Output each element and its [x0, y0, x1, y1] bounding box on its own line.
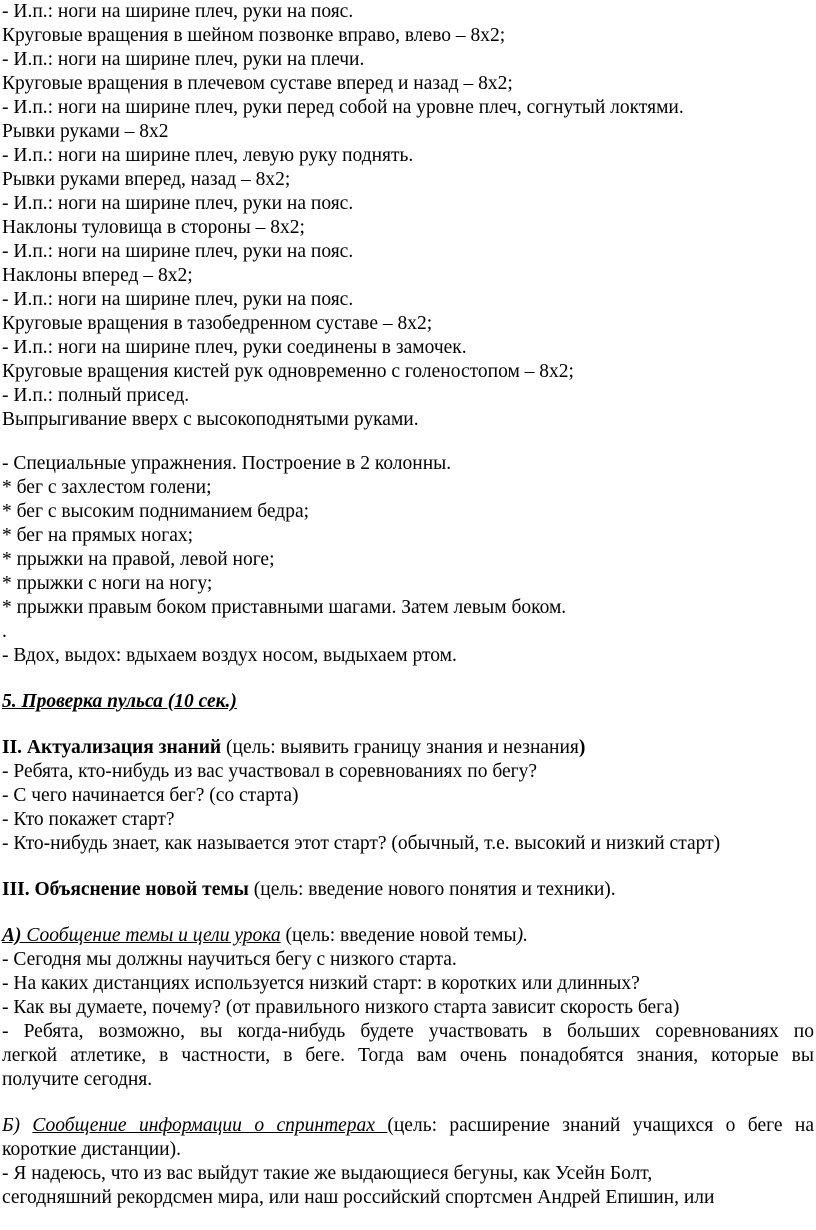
partA-paragraph-line: - Ребята, возможно, вы когда-нибудь будете участвовать в больших соревнованиях по: [2, 1021, 814, 1042]
exercise-line: Круговые вращения в плечевом суставе вперед и назад – 8х2;: [2, 73, 513, 94]
exercise-line: Рывки руками вперед, назад – 8х2;: [2, 169, 291, 190]
special-exercise-line: * прыжки на правой, левой ноге;: [2, 549, 275, 570]
partA-line: - Как вы думаете, почему? (от правильного низкого старта зависит скорость бега): [2, 997, 680, 1018]
partA-goal-prefix: (цель:: [280, 925, 336, 946]
partB-title: Сообщение информации о спринтерах: [32, 1115, 388, 1136]
section2-line: - Ребята, кто-нибудь из вас участвовал в соревнованиях по бегу?: [2, 761, 538, 782]
special-exercise-line: - Вдох, выдох: вдыхаем воздух носом, выдыхаем ртом.: [2, 645, 457, 666]
partB-line: сегодняшний рекордсмен мира, или наш российский спортсмен Андрей Епишин, или: [2, 1187, 715, 1208]
exercise-line: Круговые вращения в шейном позвонке вправо, влево – 8х2;: [2, 25, 506, 46]
partB-heading: [2, 1114, 814, 1138]
section3-heading: [2, 878, 814, 902]
exercise-line: - И.п.: ноги на ширине плеч, руки на пояс.: [2, 241, 354, 262]
section2-title: II. Актуализация знаний: [2, 737, 222, 758]
exercise-line: Круговые вращения в тазобедренном суставе – 8х2;: [2, 313, 433, 334]
partA-paragraph-line: легкой атлетике, в частности, в беге. Тогда вам очень понадобятся знания, которые вы: [2, 1045, 814, 1066]
partA-line: - На каких дистанциях используется низкий старт: в коротких или длинных?: [2, 973, 640, 994]
special-exercise-line: * бег на прямых ногах;: [2, 525, 194, 546]
exercise-line: - И.п.: полный присед.: [2, 385, 190, 406]
partA-heading: [2, 924, 814, 948]
section2-heading: [2, 736, 814, 760]
exercise-line: Рывки руками – 8х2: [2, 121, 169, 142]
special-exercise-line: * бег с высоким подниманием бедра;: [2, 501, 310, 522]
special-exercise-line: - Специальные упражнения. Построение в 2 колонны.: [2, 453, 452, 474]
partB-goal-line1: (цель: расширение знаний учащихся о беге на: [387, 1115, 814, 1136]
partA-title: Сообщение темы и цели урока: [21, 925, 281, 946]
partB-goal-line2: короткие дистанции).: [2, 1139, 181, 1160]
exercise-line: Выпрыгивание вверх с высокоподнятыми руками.: [2, 409, 419, 430]
section2-goal: (цель: выявить границу знания и незнания: [221, 737, 579, 758]
partA-paragraph-line: получите сегодня.: [2, 1069, 153, 1090]
special-exercise-line: .: [2, 621, 7, 642]
partA-goal-text: введение новой темы: [335, 925, 517, 946]
exercise-line: - И.п.: ноги на ширине плеч, руки соединены в замочек.: [2, 337, 467, 358]
partA-goal-close: ).: [516, 925, 528, 946]
exercise-line: Наклоны вперед – 8х2;: [2, 265, 193, 286]
partA-letter: А): [2, 925, 22, 946]
exercise-line: Наклоны туловища в стороны – 8х2;: [2, 217, 305, 238]
exercise-line: - И.п.: ноги на ширине плеч, руки на пояс.: [2, 289, 354, 310]
exercise-list: [2, 0, 814, 432]
special-exercise-line: * прыжки с ноги на ногу;: [2, 573, 213, 594]
special-exercise-line: * прыжки правым боком приставными шагами. Затем левым боком.: [2, 597, 567, 618]
section2-line: - Кто-нибудь знает, как называется этот старт? (обычный, т.е. высокий и низкий старт): [2, 833, 721, 854]
section2-close: ): [578, 737, 586, 758]
section2-line: - С чего начинается бег? (со старта): [2, 785, 299, 806]
section3-title: III. Объяснение новой темы: [2, 879, 249, 900]
special-exercise-line: * бег с захлестом голени;: [2, 477, 212, 498]
section3-goal: (цель: введение нового понятия и техники).: [248, 879, 616, 900]
partB-letter: Б): [2, 1115, 20, 1136]
exercise-line: - И.п.: ноги на ширине плеч, руки перед собой на уровне плеч, согнутый локтями.: [2, 97, 684, 118]
exercise-line: - И.п.: ноги на ширине плеч, левую руку поднять.: [2, 145, 414, 166]
document-page: [2, 0, 814, 1210]
exercise-line: - И.п.: ноги на ширине плеч, руки на пояс.: [2, 1, 354, 22]
section2-line: - Кто покажет старт?: [2, 809, 175, 830]
exercise-line: Круговые вращения кистей рук одновременно с голеностопом – 8х2;: [2, 361, 574, 382]
partA-line: - Сегодня мы должны научиться бегу с низкого старта.: [2, 949, 457, 970]
exercise-line: - И.п.: ноги на ширине плеч, руки на пояс.: [2, 193, 354, 214]
pulse-heading: 5. Проверка пульса (10 сек.): [2, 691, 237, 712]
exercise-line: - И.п.: ноги на ширине плеч, руки на плечи.: [2, 49, 365, 70]
special-exercises-list: [2, 452, 814, 668]
partB-line: - Я надеюсь, что из вас выйдут такие же выдающиеся бегуны, как Усейн Болт,: [2, 1163, 653, 1184]
